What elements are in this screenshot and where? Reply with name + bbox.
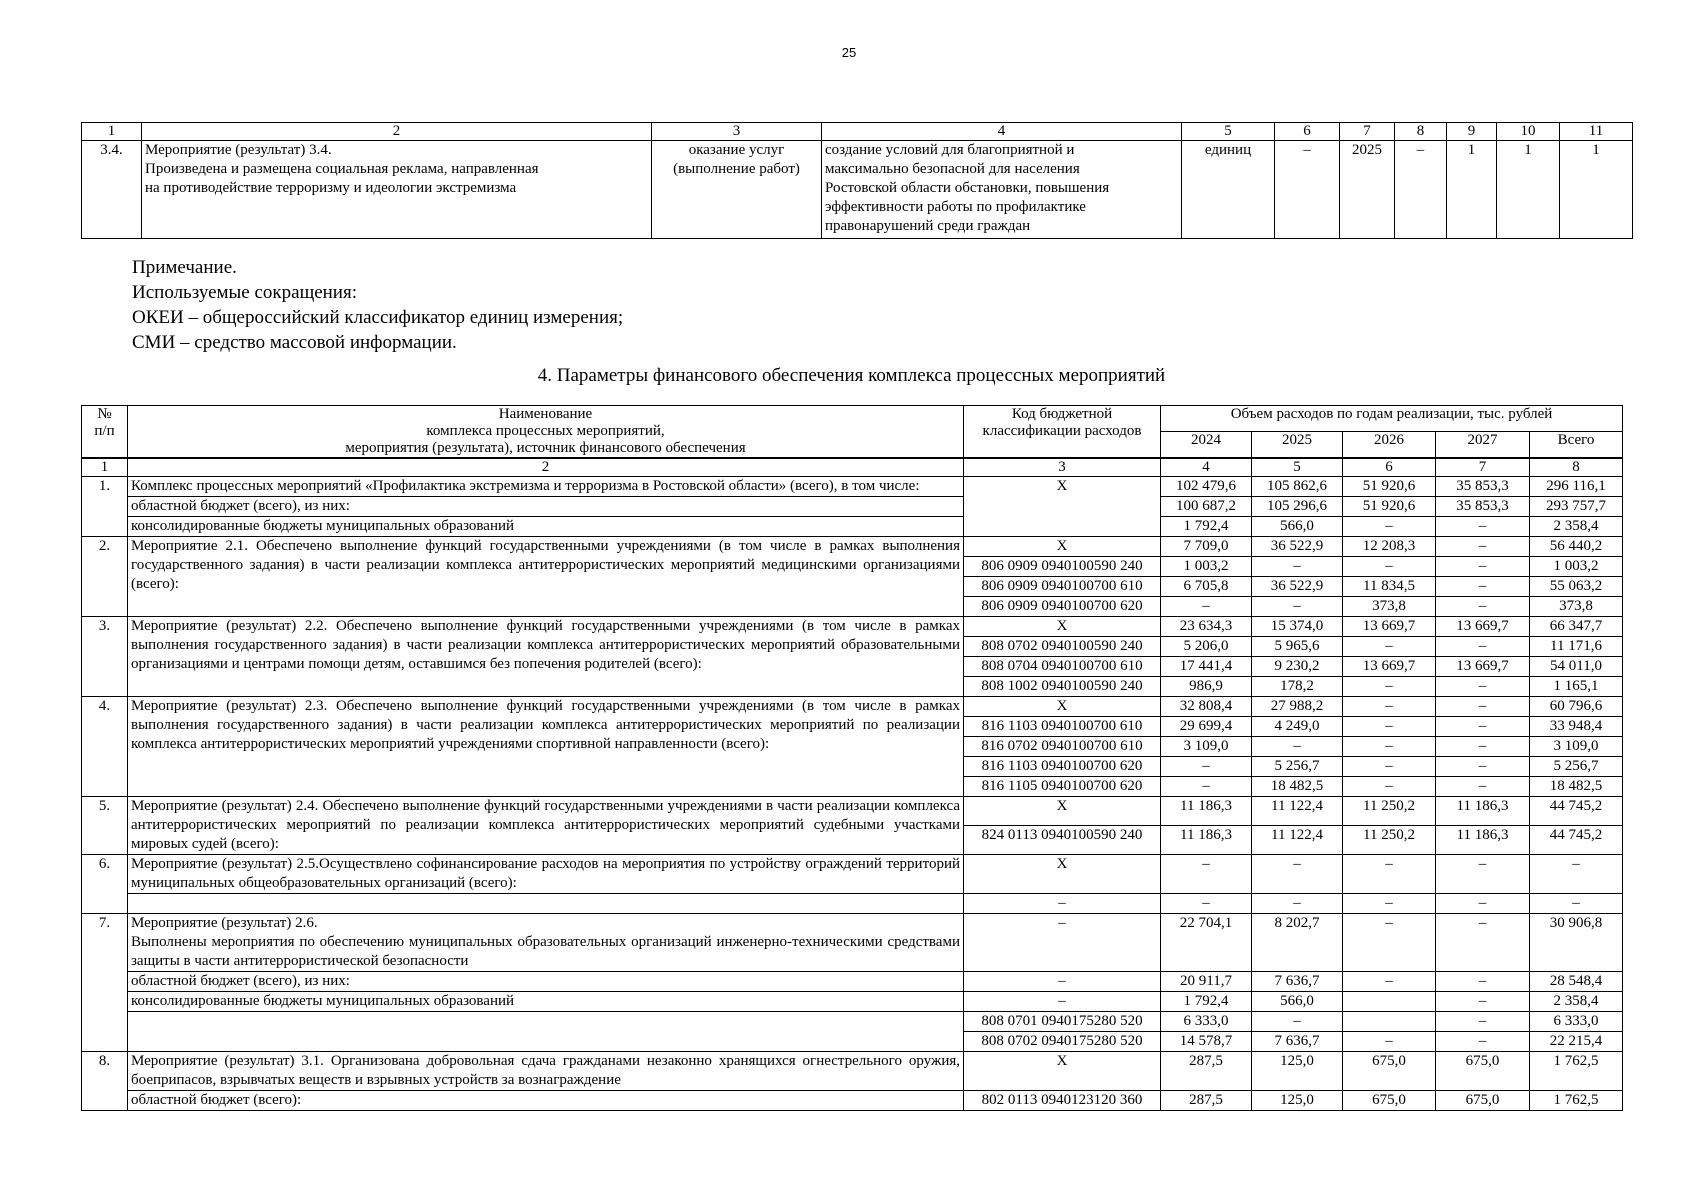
col-num: 11 <box>1560 123 1633 141</box>
value-cell: 1 792,4 <box>1161 992 1252 1012</box>
value-cell: 13 669,7 <box>1436 617 1530 637</box>
row-code: 808 0704 0940100700 610 <box>964 657 1161 677</box>
page-number: 25 <box>841 45 857 60</box>
value-cell: – <box>1436 697 1530 717</box>
col-num: 8 <box>1530 458 1623 477</box>
row-code: 808 1002 0940100590 240 <box>964 677 1161 697</box>
row-code: – <box>964 972 1161 992</box>
value-cell: 287,5 <box>1161 1052 1252 1091</box>
row-code: Х <box>964 697 1161 717</box>
section-title: 4. Параметры финансового обеспечения комплекса процессных мероприятий <box>537 365 1166 386</box>
value-cell: – <box>1343 737 1436 757</box>
value-cell: 675,0 <box>1343 1091 1436 1111</box>
row-code: 816 1103 0940100700 610 <box>964 717 1161 737</box>
value-cell: 7 636,7 <box>1252 1032 1343 1052</box>
value-cell <box>1343 992 1436 1012</box>
row-type: оказание услуг (выполнение работ) <box>652 141 822 239</box>
row-code: 816 0702 0940100700 610 <box>964 737 1161 757</box>
table-row <box>82 697 1623 717</box>
value-cell: 986,9 <box>1161 677 1252 697</box>
value-cell: – <box>1252 597 1343 617</box>
value-cell: 1 165,1 <box>1530 677 1623 697</box>
value-cell: 5 206,0 <box>1161 637 1252 657</box>
value-cell: 675,0 <box>1436 1052 1530 1091</box>
row-code: Х <box>964 477 1161 537</box>
value-cell: – <box>1252 855 1343 894</box>
value-cell: – <box>1343 855 1436 894</box>
col-num: 1 <box>82 458 128 477</box>
head-total: Всего <box>1530 431 1623 458</box>
value-cell: – <box>1436 1012 1530 1032</box>
value-cell: – <box>1343 1032 1436 1052</box>
notes <box>132 255 623 355</box>
row-name: Мероприятие 2.1. Обеспечено выполнение функций государственными учреждениями (в том числе в рамках выполнения государственного задания) в части реализации комплекса антитеррористических мероприятий медицинскими организациями (всего): <box>128 537 964 617</box>
value-cell: 675,0 <box>1436 1091 1530 1111</box>
value-cell: 293 757,7 <box>1530 497 1623 517</box>
col-num: 4 <box>1161 458 1252 477</box>
row-code: 808 0702 0940175280 520 <box>964 1032 1161 1052</box>
col-num: 7 <box>1436 458 1530 477</box>
value-cell: – <box>1161 597 1252 617</box>
value-cell: 1 003,2 <box>1161 557 1252 577</box>
value-cell: 36 522,9 <box>1252 537 1343 557</box>
value-cell: 35 853,3 <box>1436 477 1530 497</box>
value-cell: 51 920,6 <box>1343 497 1436 517</box>
value-cell: 6 333,0 <box>1161 1012 1252 1032</box>
value-cell: 22 215,4 <box>1530 1032 1623 1052</box>
head-year: 2025 <box>1252 431 1343 458</box>
value-cell: 22 704,1 <box>1161 914 1252 972</box>
value-cell: 11 834,5 <box>1343 577 1436 597</box>
col-num: 5 <box>1182 123 1275 141</box>
value-cell: 105 862,6 <box>1252 477 1343 497</box>
value-cell: 30 906,8 <box>1530 914 1623 972</box>
col-num: 7 <box>1340 123 1395 141</box>
value-cell: – <box>1530 855 1623 894</box>
value-cell: 1 762,5 <box>1530 1052 1623 1091</box>
value-cell: 3 109,0 <box>1530 737 1623 757</box>
value-cell: 66 347,7 <box>1530 617 1623 637</box>
value-cell: – <box>1343 914 1436 972</box>
row-code: 816 1103 0940100700 620 <box>964 757 1161 777</box>
value-cell: – <box>1252 894 1343 914</box>
value-cell: 55 063,2 <box>1530 577 1623 597</box>
row-unit: единиц <box>1182 141 1275 239</box>
value-cell: – <box>1343 972 1436 992</box>
table-header-row <box>82 406 1623 432</box>
value-cell: 675,0 <box>1343 1052 1436 1091</box>
value-cell: 9 230,2 <box>1252 657 1343 677</box>
row-number: 6. <box>82 855 128 914</box>
value-cell: – <box>1343 557 1436 577</box>
value-cell: 29 699,4 <box>1161 717 1252 737</box>
value-cell: 13 669,7 <box>1343 657 1436 677</box>
col-num: 3 <box>964 458 1161 477</box>
value-cell: 2 358,4 <box>1530 517 1623 537</box>
table-row <box>82 537 1623 557</box>
row-name: Мероприятие (результат) 2.2. Обеспечено выполнение функций государственными учреждениями (в том числе в рамках выполнения государственного задания) в части реализации комплекса антитеррористических мероприятий образовательными организациями и центрами помощи детям, оставшимся без попечения родителей (всего): <box>128 617 964 697</box>
table-row <box>82 141 1633 239</box>
row-name: консолидированные бюджеты муниципальных образований <box>128 992 964 1012</box>
value-cell: 44 745,2 <box>1530 826 1623 855</box>
row-number: 3. <box>82 617 128 697</box>
row-code: 806 0909 0940100590 240 <box>964 557 1161 577</box>
value-cell: – <box>1343 757 1436 777</box>
value-cell: – <box>1161 777 1252 797</box>
value-cell: – <box>1436 717 1530 737</box>
value-cell: – <box>1343 517 1436 537</box>
value-cell: 296 116,1 <box>1530 477 1623 497</box>
value-cell: 373,8 <box>1530 597 1623 617</box>
value-cell: 125,0 <box>1252 1052 1343 1091</box>
row-number: 4. <box>82 697 128 797</box>
col-num: 2 <box>142 123 652 141</box>
row-name: Комплекс процессных мероприятий «Профилактика экстремизма и терроризма в Ростовской области» (всего), в том числе: <box>128 477 964 497</box>
value-cell: 287,5 <box>1161 1091 1252 1111</box>
value-cell: 8 202,7 <box>1252 914 1343 972</box>
note-line: ОКЕИ – общероссийский классификатор единиц измерения; <box>132 307 624 328</box>
value-cell: 1 762,5 <box>1530 1091 1623 1111</box>
value-cell: 105 296,6 <box>1252 497 1343 517</box>
value-cell: – <box>1436 777 1530 797</box>
value-cell: 13 669,7 <box>1436 657 1530 677</box>
note-line: Используемые сокращения: <box>132 282 357 303</box>
head-name: Наименование комплекса процессных мероприятий, мероприятия (результата), источник финансового обеспечения <box>128 406 964 459</box>
value-cell: 566,0 <box>1252 992 1343 1012</box>
value-cell: 28 548,4 <box>1530 972 1623 992</box>
row-name-empty <box>128 1012 964 1052</box>
row-name: Мероприятие (результат) 2.4. Обеспечено выполнение функций государственными учреждениями в части реализации комплекса антитеррористических мероприятий по реализации комплекса антитеррористических мероприятий судебными участками мировых судей (всего): <box>128 797 964 855</box>
value-cell: – <box>1343 717 1436 737</box>
row-description: создание условий для благоприятной и максимально безопасной для населения Ростовской области обстановки, повышения эффективности работы по профилактике правонарушений среди граждан <box>822 141 1182 239</box>
table-row <box>82 972 1623 992</box>
row-cell: – <box>1275 141 1340 239</box>
value-cell: – <box>1436 894 1530 914</box>
table-row <box>82 992 1623 1012</box>
row-cell: 2025 <box>1340 141 1395 239</box>
row-name: областной бюджет (всего), из них: <box>128 497 964 517</box>
value-cell: – <box>1436 1032 1530 1052</box>
row-name: областной бюджет (всего): <box>128 1091 964 1111</box>
value-cell: 178,2 <box>1252 677 1343 697</box>
value-cell: 56 440,2 <box>1530 537 1623 557</box>
table-row <box>82 1091 1623 1111</box>
table-row <box>82 914 1623 972</box>
row-code: 802 0113 0940123120 360 <box>964 1091 1161 1111</box>
col-num: 2 <box>128 458 964 477</box>
head-year: 2027 <box>1436 431 1530 458</box>
head-year: 2026 <box>1343 431 1436 458</box>
col-num: 4 <box>822 123 1182 141</box>
col-num: 5 <box>1252 458 1343 477</box>
value-cell: – <box>1343 697 1436 717</box>
row-name: Мероприятие (результат) 3.1. Организована добровольная сдача гражданами незаконно хранящихся огнестрельного оружия, боеприпасов, взрывчатых веществ и взрывных устройств за вознаграждение <box>128 1052 964 1091</box>
row-number: 7. <box>82 914 128 1052</box>
value-cell: 18 482,5 <box>1530 777 1623 797</box>
value-cell: 3 109,0 <box>1161 737 1252 757</box>
row-code: Х <box>964 855 1161 894</box>
value-cell: 17 441,4 <box>1161 657 1252 677</box>
table-row <box>82 497 1623 517</box>
col-num: 6 <box>1343 458 1436 477</box>
value-cell: – <box>1436 972 1530 992</box>
value-cell: 1 003,2 <box>1530 557 1623 577</box>
value-cell: 35 853,3 <box>1436 497 1530 517</box>
row-code: 824 0113 0940100590 240 <box>964 826 1161 855</box>
value-cell: 5 965,6 <box>1252 637 1343 657</box>
value-cell: 54 011,0 <box>1530 657 1623 677</box>
row-name: Мероприятие (результат) 2.5.Осуществлено софинансирование расходов на мероприятия по устройству ограждений территорий муниципальных общеобразовательных организаций (всего): <box>128 855 964 894</box>
row-code: Х <box>964 797 1161 826</box>
value-cell: 102 479,6 <box>1161 477 1252 497</box>
value-cell: 5 256,7 <box>1252 757 1343 777</box>
head-volume: Объем расходов по годам реализации, тыс. рублей <box>1161 406 1623 432</box>
value-cell: – <box>1252 557 1343 577</box>
value-cell: 11 186,3 <box>1436 797 1530 826</box>
value-cell: – <box>1252 1012 1343 1032</box>
value-cell: 5 256,7 <box>1530 757 1623 777</box>
col-num: 1 <box>82 123 142 141</box>
table-row <box>82 617 1623 637</box>
table-row <box>82 894 1623 914</box>
value-cell: 11 250,2 <box>1343 826 1436 855</box>
value-cell: – <box>1436 855 1530 894</box>
row-number: 8. <box>82 1052 128 1111</box>
row-code: 808 0702 0940100590 240 <box>964 637 1161 657</box>
table-header-row <box>82 123 1633 141</box>
value-cell: – <box>1436 597 1530 617</box>
row-code: 816 1105 0940100700 620 <box>964 777 1161 797</box>
row-code: – <box>964 914 1161 972</box>
value-cell: – <box>1436 992 1530 1012</box>
value-cell <box>1343 1012 1436 1032</box>
value-cell: 32 808,4 <box>1161 697 1252 717</box>
value-cell: 11 122,4 <box>1252 797 1343 826</box>
row-code: 806 0909 0940100700 610 <box>964 577 1161 597</box>
value-cell: – <box>1343 894 1436 914</box>
value-cell: 4 249,0 <box>1252 717 1343 737</box>
row-cell: 1 <box>1447 141 1497 239</box>
col-num: 9 <box>1447 123 1497 141</box>
value-cell: – <box>1530 894 1623 914</box>
value-cell: – <box>1161 855 1252 894</box>
row-name-empty <box>128 894 964 914</box>
value-cell: 6 333,0 <box>1530 1012 1623 1032</box>
row-cell: – <box>1395 141 1447 239</box>
row-name: Мероприятие (результат) 2.3. Обеспечено выполнение функций государственными учреждениями (в том числе в рамках выполнения государственного задания) в части реализации комплекса антитеррористических мероприятий по реализации комплекса антитеррористических мероприятий учреждениями спортивной направленности (всего): <box>128 697 964 797</box>
value-cell: 566,0 <box>1252 517 1343 537</box>
results-table <box>81 122 1633 239</box>
row-code: – <box>964 992 1161 1012</box>
value-cell: – <box>1436 914 1530 972</box>
value-cell: 51 920,6 <box>1343 477 1436 497</box>
note-line: Примечание. <box>132 257 237 278</box>
row-name: Мероприятие (результат) 3.4. Произведена и размещена социальная реклама, направленная на противодействие терроризму и идеологии экстремизма <box>142 141 652 239</box>
value-cell: 11 186,3 <box>1161 826 1252 855</box>
table-row <box>82 477 1623 497</box>
value-cell: 11 122,4 <box>1252 826 1343 855</box>
row-code: 808 0701 0940175280 520 <box>964 1012 1161 1032</box>
value-cell: 36 522,9 <box>1252 577 1343 597</box>
row-number: 1. <box>82 477 128 537</box>
finance-table <box>81 405 1623 1111</box>
value-cell: – <box>1343 777 1436 797</box>
value-cell: – <box>1343 677 1436 697</box>
value-cell: 15 374,0 <box>1252 617 1343 637</box>
value-cell: 2 358,4 <box>1530 992 1623 1012</box>
value-cell: – <box>1161 757 1252 777</box>
note-line: СМИ – средство массовой информации. <box>132 332 457 353</box>
value-cell: – <box>1161 894 1252 914</box>
head-code: Код бюджетной классификации расходов <box>964 406 1161 459</box>
head-num: № п/п <box>82 406 128 459</box>
row-cell: 1 <box>1560 141 1633 239</box>
value-cell: 14 578,7 <box>1161 1032 1252 1052</box>
value-cell: – <box>1436 637 1530 657</box>
value-cell: 44 745,2 <box>1530 797 1623 826</box>
value-cell: – <box>1436 757 1530 777</box>
value-cell: 12 208,3 <box>1343 537 1436 557</box>
row-number: 3.4. <box>82 141 142 239</box>
value-cell: 100 687,2 <box>1161 497 1252 517</box>
value-cell: – <box>1343 637 1436 657</box>
value-cell: 11 186,3 <box>1436 826 1530 855</box>
value-cell: 11 250,2 <box>1343 797 1436 826</box>
row-cell: 1 <box>1497 141 1560 239</box>
table-row <box>82 517 1623 537</box>
row-name: консолидированные бюджеты муниципальных образований <box>128 517 964 537</box>
col-num: 10 <box>1497 123 1560 141</box>
value-cell: 33 948,4 <box>1530 717 1623 737</box>
value-cell: 18 482,5 <box>1252 777 1343 797</box>
column-numbers-row <box>82 458 1623 477</box>
row-code: – <box>964 894 1161 914</box>
row-number: 2. <box>82 537 128 617</box>
value-cell: 7 709,0 <box>1161 537 1252 557</box>
value-cell: 125,0 <box>1252 1091 1343 1111</box>
value-cell: 11 186,3 <box>1161 797 1252 826</box>
value-cell: – <box>1436 677 1530 697</box>
table-row <box>82 797 1623 826</box>
value-cell: – <box>1436 737 1530 757</box>
value-cell: 27 988,2 <box>1252 697 1343 717</box>
col-num: 6 <box>1275 123 1340 141</box>
row-number: 5. <box>82 797 128 855</box>
value-cell: 1 792,4 <box>1161 517 1252 537</box>
row-code: 806 0909 0940100700 620 <box>964 597 1161 617</box>
value-cell: 7 636,7 <box>1252 972 1343 992</box>
row-code: Х <box>964 1052 1161 1091</box>
value-cell: 23 634,3 <box>1161 617 1252 637</box>
value-cell: 60 796,6 <box>1530 697 1623 717</box>
table-row <box>82 1012 1623 1032</box>
col-num: 3 <box>652 123 822 141</box>
value-cell: – <box>1436 517 1530 537</box>
value-cell: – <box>1252 737 1343 757</box>
value-cell: 13 669,7 <box>1343 617 1436 637</box>
value-cell: – <box>1436 537 1530 557</box>
value-cell: 20 911,7 <box>1161 972 1252 992</box>
row-name: областной бюджет (всего), из них: <box>128 972 964 992</box>
value-cell: 11 171,6 <box>1530 637 1623 657</box>
row-code: Х <box>964 617 1161 637</box>
value-cell: 6 705,8 <box>1161 577 1252 597</box>
value-cell: – <box>1436 577 1530 597</box>
table-row <box>82 855 1623 894</box>
value-cell: 373,8 <box>1343 597 1436 617</box>
head-year: 2024 <box>1161 431 1252 458</box>
table-row <box>82 1052 1623 1091</box>
row-code: Х <box>964 537 1161 557</box>
row-name: Мероприятие (результат) 2.6. Выполнены мероприятия по обеспечению муниципальных образовательных организаций инженерно-техническими средствами защиты в части антитеррористической безопасности <box>128 914 964 972</box>
value-cell: – <box>1436 557 1530 577</box>
col-num: 8 <box>1395 123 1447 141</box>
